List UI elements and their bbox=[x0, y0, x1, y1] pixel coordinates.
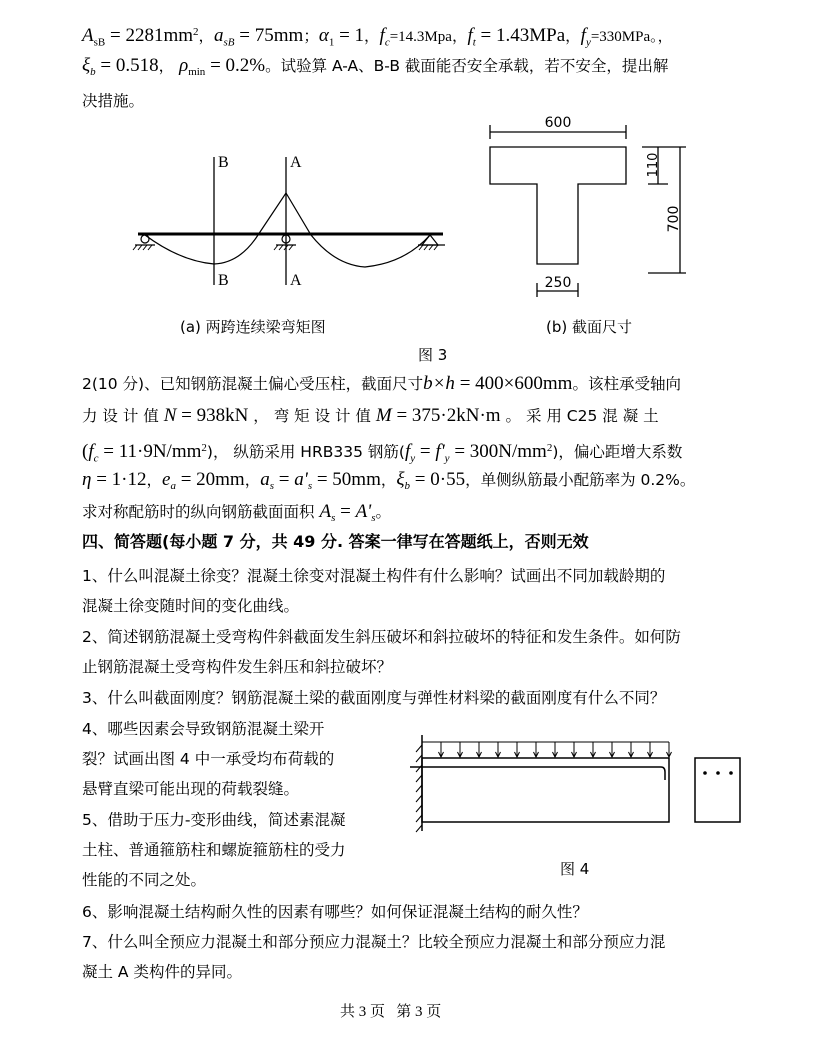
val: = 50mm bbox=[312, 469, 381, 490]
sub: c bbox=[384, 36, 390, 49]
val: = 375·2kN·m bbox=[391, 405, 501, 426]
dim-height-700: 700 bbox=[666, 205, 682, 233]
q6-line1: 6、影响混凝土结构耐久性的因素有哪些？如何保证混凝土结构的耐久性？ bbox=[82, 903, 588, 921]
page-footer: 共 3 页 第 3 页 bbox=[340, 1004, 442, 1020]
cross-section bbox=[695, 758, 740, 822]
load-arrow bbox=[458, 742, 463, 757]
var-as: a bbox=[260, 469, 270, 490]
figure4-caption: 图 4 bbox=[560, 860, 590, 878]
var-fy: f bbox=[404, 441, 411, 463]
text: )，偏心距增大系数 bbox=[552, 443, 683, 462]
load-arrow bbox=[496, 742, 501, 757]
val: = 938kN bbox=[176, 405, 249, 426]
sub: b bbox=[90, 66, 96, 79]
var-fy-prime: f' bbox=[435, 441, 445, 463]
sup: 2 bbox=[546, 442, 553, 454]
var-ea: e bbox=[162, 469, 171, 490]
sub: sB bbox=[223, 36, 235, 49]
distributed-load-arrows bbox=[439, 742, 672, 757]
var-M: M bbox=[375, 405, 392, 426]
dim-flange-110: 110 bbox=[646, 152, 661, 178]
label-A-top: A bbox=[290, 154, 302, 171]
var-N: N bbox=[163, 405, 177, 426]
sep: ， bbox=[451, 27, 468, 46]
sub: min bbox=[188, 66, 206, 79]
q5-line1: 5、借助于压力-变形曲线，简述素混凝 bbox=[82, 811, 346, 829]
problem1-params-line1 bbox=[82, 22, 673, 52]
sub: c bbox=[93, 452, 99, 465]
sub: y bbox=[410, 452, 416, 465]
load-arrow bbox=[439, 742, 444, 757]
q4-line2: 裂？试画出图 4 中一承受均布荷载的 bbox=[82, 750, 335, 768]
val: = 0.2% bbox=[205, 55, 266, 76]
val: = 1 bbox=[334, 25, 365, 47]
sub: 1 bbox=[328, 36, 335, 49]
q1-line1: 1、什么叫混凝土徐变？混凝土徐变对混凝土构件有什么影响？试画出不同加载龄期的 bbox=[82, 567, 666, 585]
q3-line1: 3、什么叫截面刚度？钢筋混凝土梁的截面刚度与弹性材料梁的截面刚度有什么不同？ bbox=[82, 689, 666, 707]
val: = 0·55 bbox=[410, 469, 466, 490]
q2-line1: 2、简述钢筋混凝土受弯构件斜截面发生斜压破坏和斜拉破坏的特征和发生条件。如何防 bbox=[82, 628, 681, 646]
text: 。该柱承受轴向 bbox=[572, 375, 681, 393]
sub: t bbox=[472, 36, 476, 49]
var-fc: f bbox=[88, 441, 94, 463]
val: = 400×600mm bbox=[454, 373, 573, 394]
sep: ， bbox=[158, 57, 175, 75]
text: )， 纵筋采用 HRB335 钢筋( bbox=[206, 443, 405, 462]
eq: = bbox=[274, 469, 295, 490]
figure3a-caption: (a) 两跨连续梁弯矩图 bbox=[180, 318, 326, 336]
moment-curve bbox=[145, 193, 430, 267]
sep: ， bbox=[244, 471, 261, 489]
val: =14.3Mpa bbox=[389, 29, 452, 46]
sub: y bbox=[444, 452, 450, 465]
load-arrow bbox=[534, 742, 539, 757]
var-AsB: A bbox=[82, 25, 94, 47]
val: = 300N/mm bbox=[449, 441, 547, 463]
label-A-bottom: A bbox=[290, 272, 302, 289]
q7-line1: 7、什么叫全预应力混凝土和部分预应力混凝土？比较全预应力混凝土和部分预应力混 bbox=[82, 933, 666, 951]
var-xi: ξ bbox=[82, 55, 91, 76]
problem1-params-line2 bbox=[82, 56, 668, 82]
sub: s bbox=[371, 512, 376, 525]
load-arrow bbox=[477, 742, 482, 757]
var-bh: b×h bbox=[423, 373, 455, 394]
var-alpha: α bbox=[318, 25, 329, 47]
load-arrow bbox=[610, 742, 615, 757]
rebar-dot bbox=[729, 771, 733, 775]
sep: ； bbox=[303, 27, 319, 46]
var-asB: a bbox=[214, 25, 224, 47]
var-As: A bbox=[319, 501, 332, 522]
var-fy: f bbox=[580, 25, 586, 47]
q2-line2: 止钢筋混凝土受弯构件发生斜压和斜拉破坏？ bbox=[82, 658, 393, 676]
text: 力 设 计 值 bbox=[82, 407, 159, 425]
eq: = bbox=[335, 501, 356, 522]
load-arrow bbox=[667, 742, 672, 757]
val: = 75mm bbox=[234, 25, 304, 47]
figure3b-t-section bbox=[480, 115, 700, 315]
q1-line2: 混凝土徐变随时间的变化曲线。 bbox=[82, 597, 300, 615]
q7-line2: 凝土 A 类构件的异同。 bbox=[82, 963, 242, 981]
var-ft: f bbox=[467, 25, 473, 47]
text: 。 采 用 C25 混 凝 土 bbox=[505, 407, 659, 425]
load-arrow bbox=[515, 742, 520, 757]
figure3b-caption: (b) 截面尺寸 bbox=[546, 318, 632, 336]
text: 2(10 分)、已知钢筋混凝土偏心受压柱，截面尺寸 bbox=[82, 375, 424, 393]
load-arrow bbox=[591, 742, 596, 757]
text: 求对称配筋时的纵向钢筋截面面积 bbox=[82, 503, 315, 521]
load-arrow bbox=[572, 742, 577, 757]
val: = 11·9N/mm bbox=[98, 441, 202, 463]
problem2-line5 bbox=[82, 502, 391, 528]
q5-line3: 性能的不同之处。 bbox=[82, 871, 207, 889]
val: = 1·12 bbox=[91, 469, 147, 490]
rebar-dot bbox=[703, 771, 707, 775]
sep: ， bbox=[146, 471, 162, 489]
text: ，单侧纵筋最小配筋率为 0.2%。 bbox=[465, 471, 696, 489]
q4-line1: 4、哪些因素会导致钢筋混凝土梁开 bbox=[82, 720, 325, 738]
problem1-params-line3: 决措施。 bbox=[82, 92, 145, 110]
text: 。 bbox=[375, 503, 392, 521]
figure3a-moment-diagram bbox=[125, 145, 465, 295]
rebar bbox=[410, 767, 665, 780]
var-rho: ρ bbox=[179, 55, 189, 76]
sub: b bbox=[404, 480, 411, 493]
load-arrow bbox=[553, 742, 558, 757]
dim-width-600: 600 bbox=[544, 115, 572, 131]
sub: sB bbox=[93, 36, 106, 49]
q5-line2: 土柱、普通箍筋柱和螺旋箍筋柱的受力 bbox=[82, 841, 346, 859]
load-arrow bbox=[629, 742, 634, 757]
val: = 20mm bbox=[175, 469, 245, 490]
val: = 2281mm bbox=[105, 25, 194, 47]
eq: = bbox=[415, 441, 436, 463]
val: =330MPa。， bbox=[590, 29, 673, 46]
t-section-outline bbox=[490, 147, 626, 264]
text: ， 弯 矩 设 计 值 bbox=[253, 407, 371, 425]
val: = 0.518 bbox=[95, 55, 159, 76]
load-arrow bbox=[648, 742, 653, 757]
var-As-prime: A' bbox=[355, 501, 372, 522]
label-B-top: B bbox=[218, 154, 229, 171]
text: 。试验算 A-A、B-B 截面能否安全承载，若不安全，提出解 bbox=[265, 57, 669, 75]
sep: ， bbox=[198, 27, 215, 46]
sep: ， bbox=[364, 27, 380, 46]
sub: a bbox=[170, 480, 176, 493]
sup: 2 bbox=[193, 26, 199, 38]
q4-line3: 悬臂直梁可能出现的荷载裂缝。 bbox=[82, 780, 300, 798]
sup: 2 bbox=[201, 442, 207, 454]
sub: s bbox=[331, 512, 336, 525]
figure3-title: 图 3 bbox=[418, 346, 448, 364]
var-xi: ξ bbox=[396, 469, 405, 490]
val: = 1.43MPa bbox=[475, 25, 566, 47]
sub: y bbox=[585, 36, 591, 49]
problem2-line2 bbox=[82, 406, 659, 426]
figure4-cantilever bbox=[405, 735, 750, 835]
var-fc: f bbox=[379, 25, 385, 47]
var-eta: η bbox=[82, 469, 92, 490]
dim-web-250: 250 bbox=[544, 275, 572, 291]
sub: s bbox=[269, 480, 275, 493]
support-left-roller bbox=[141, 235, 149, 243]
problem2-line3 bbox=[82, 438, 682, 468]
problem2-line4 bbox=[82, 470, 695, 496]
text: ( bbox=[82, 441, 89, 463]
var-as-prime: a' bbox=[294, 469, 308, 490]
label-B-bottom: B bbox=[218, 272, 229, 289]
section4-heading: 四、简答题(每小题 7 分，共 49 分. 答案一律写在答题纸上，否则无效 bbox=[82, 532, 589, 551]
rebar-dot bbox=[716, 771, 720, 775]
problem2-line1 bbox=[82, 374, 681, 394]
sub: s bbox=[307, 480, 313, 493]
sep: ， bbox=[380, 471, 397, 489]
sep: ， bbox=[565, 27, 581, 46]
